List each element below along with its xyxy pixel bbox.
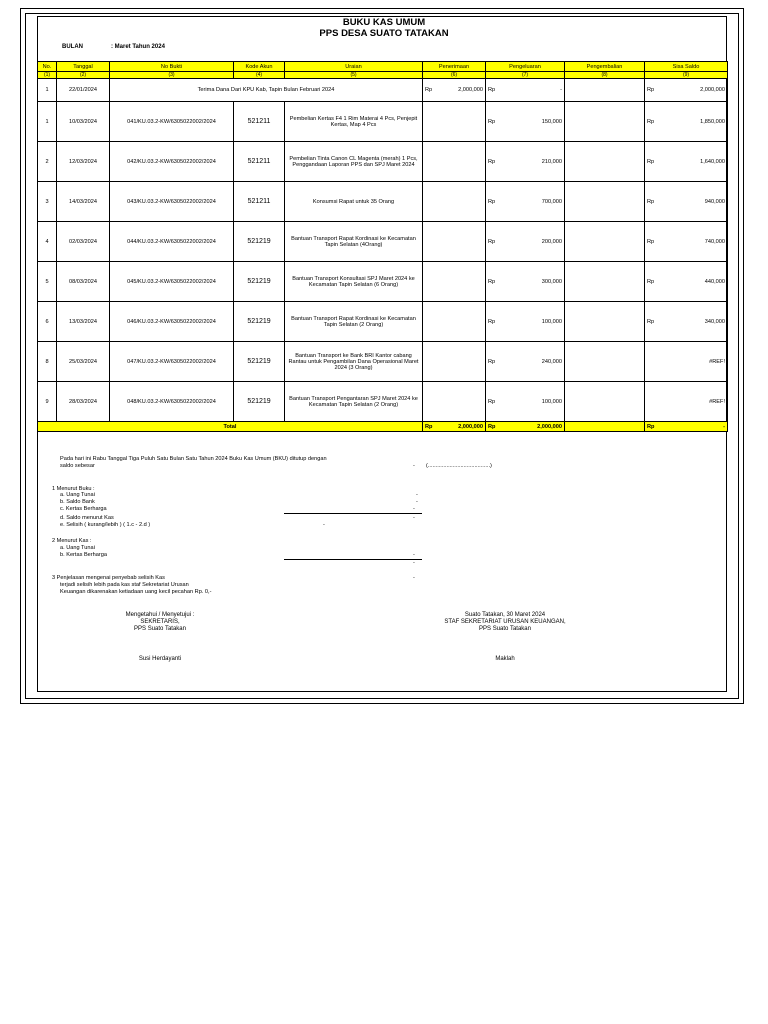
cell-no: 5 xyxy=(38,262,57,302)
cell-pengembalian xyxy=(565,182,645,222)
cell-pengeluaran xyxy=(486,222,565,262)
amount: 150,000 xyxy=(541,118,562,125)
rp-label: Rp xyxy=(488,398,496,405)
header-number: (1) xyxy=(38,72,57,79)
menurut-buku-value: - xyxy=(413,506,415,512)
amount: 100,000 xyxy=(541,318,562,325)
document-title: BUKU KAS UMUM xyxy=(342,17,426,28)
cell-no-bukti: 047/KU.03.2-KW/6305022002/2024 xyxy=(110,342,234,382)
cell-tanggal: 14/03/2024 xyxy=(57,182,110,222)
menurut-kas-value: - xyxy=(413,552,415,558)
cell-tanggal: 13/03/2024 xyxy=(57,302,110,342)
menurut-buku-value: - xyxy=(416,499,418,505)
cell-no: 4 xyxy=(38,222,57,262)
total-pengeluaran xyxy=(486,422,565,432)
cell-kode-akun: 521211 xyxy=(234,102,285,142)
header-number: (9) xyxy=(645,72,728,79)
table-header-row xyxy=(38,62,728,72)
header-number: (6) xyxy=(423,72,486,79)
underline xyxy=(284,513,422,514)
bku-table xyxy=(37,61,728,432)
rp-label: Rp xyxy=(488,158,496,165)
amount: - xyxy=(723,423,725,430)
cell-penerimaan xyxy=(423,182,486,222)
menurut-kas-heading: 2 Menurut Kas : xyxy=(52,538,92,544)
cell-tanggal: 22/01/2024 xyxy=(57,79,110,102)
cell-sisa-saldo xyxy=(645,79,728,102)
penjelasan-line-3: Keuangan dikarenakan ketiadaan uang kecil pecahan Rp. 0,- xyxy=(60,589,212,595)
cell-kode-akun: 521219 xyxy=(234,222,285,262)
header-pengeluaran: Pengeluaran xyxy=(486,62,565,72)
cell-penerimaan xyxy=(423,142,486,182)
cell-uraian: Bantuan Transport Rapat Kordinasi ke Kecamatan Tapin Selatan (4Orang) xyxy=(285,222,423,262)
cell-penerimaan xyxy=(423,342,486,382)
rp-label: Rp xyxy=(425,87,433,93)
cell-no: 9 xyxy=(38,382,57,422)
menurut-buku-item: a. Uang Tunai xyxy=(60,492,95,498)
header-no-bukti: No Bukti xyxy=(110,62,234,72)
cell-pengembalian xyxy=(565,79,645,102)
total-pengembalian xyxy=(565,422,645,432)
cell-sisa-saldo xyxy=(645,262,728,302)
cell-penerimaan xyxy=(423,79,486,102)
rp-label: Rp xyxy=(647,278,655,285)
penjelasan-line-1: 3 Penjelasan mengenai penyebab selisih Kas xyxy=(52,575,165,581)
underline xyxy=(284,559,422,560)
cell-tanggal: 12/03/2024 xyxy=(57,142,110,182)
cell-pengembalian xyxy=(565,142,645,182)
rp-label: Rp xyxy=(488,87,496,93)
rp-label: Rp xyxy=(647,158,655,165)
cell-no-bukti: 044/KU.03.2-KW/6305022002/2024 xyxy=(110,222,234,262)
menurut-buku-item: e. Selisih ( kurang/lebih ) ( 1.c - 2.d ) xyxy=(60,522,151,528)
amount: 1,850,000 xyxy=(700,118,725,125)
bulan-label: BULAN xyxy=(62,44,83,50)
header-no: No. xyxy=(38,62,57,72)
cell-pengembalian xyxy=(565,342,645,382)
cell-sisa-saldo xyxy=(645,302,728,342)
rp-label: Rp xyxy=(647,318,655,325)
header-penerimaan: Penerimaan xyxy=(423,62,486,72)
signature-left xyxy=(100,612,220,632)
cell-uraian: Konsumsi Rapat untuk 35 Orang xyxy=(285,182,423,222)
header-number: (3) xyxy=(110,72,234,79)
amount: 740,000 xyxy=(704,238,725,245)
total-label: Total xyxy=(38,422,423,432)
cell-penerimaan xyxy=(423,222,486,262)
signature-left-line-1: Mengetahui / Menyetujui : xyxy=(125,612,195,618)
cell-penerimaan xyxy=(423,382,486,422)
menurut-buku-heading: 1 Menurut Buku : xyxy=(52,486,95,492)
cell-sisa-saldo xyxy=(645,382,728,422)
table-row xyxy=(38,142,728,182)
table-row xyxy=(38,302,728,342)
table-row xyxy=(38,382,728,422)
amount: 700,000 xyxy=(541,198,562,205)
cell-kode-akun: 521219 xyxy=(234,342,285,382)
cell-kode-akun: 521211 xyxy=(234,142,285,182)
table-row xyxy=(38,262,728,302)
rp-label: Rp xyxy=(425,423,433,430)
menurut-buku-value: - xyxy=(323,522,325,528)
rp-label: Rp xyxy=(488,318,496,325)
cell-tanggal: 25/03/2024 xyxy=(57,342,110,382)
amount: 300,000 xyxy=(541,278,562,285)
header-pengembalian: Pengembalian xyxy=(565,62,645,72)
amount: 440,000 xyxy=(704,278,725,285)
cell-uraian: Pembelian Tinta Canon CL Magenta (merah) 1 Pcs, Penggandaan Laporan PPS dan SPJ Maret 2024 xyxy=(285,142,423,182)
cell-pengembalian xyxy=(565,222,645,262)
cell-no: 3 xyxy=(38,182,57,222)
rp-label: Rp xyxy=(488,423,496,430)
table-row-opening xyxy=(38,79,728,102)
signature-right-line-1: Suato Tatakan, 30 Maret 2024 xyxy=(464,612,546,618)
amount: 1,640,000 xyxy=(700,158,725,165)
header-kode-akun: Kode Akun xyxy=(234,62,285,72)
amount: 2,000,000 xyxy=(458,423,483,430)
cell-penerimaan xyxy=(423,262,486,302)
amount: 200,000 xyxy=(541,238,562,245)
cell-no: 1 xyxy=(38,102,57,142)
cell-uraian: Pembelian Kertas F4 1 Rim Materai 4 Pcs, Penjepit Kertas, Map 4 Pcs xyxy=(285,102,423,142)
cell-tanggal: 28/03/2024 xyxy=(57,382,110,422)
rp-label: Rp xyxy=(488,198,496,205)
signature-right-line-2: STAF SEKRETARIAT URUSAN KEUANGAN, xyxy=(444,618,566,625)
table-row xyxy=(38,222,728,262)
cell-pengeluaran xyxy=(486,102,565,142)
penjelasan-line-2: terjadi selisih lebih pada kas staf Sekretariat Urusan xyxy=(60,582,189,588)
cell-no-bukti: 045/KU.03.2-KW/6305022002/2024 xyxy=(110,262,234,302)
signature-right-name: Maklah xyxy=(495,656,515,662)
menurut-buku-value: - xyxy=(413,515,415,521)
cell-uraian: Terima Dana Dari KPU Kab, Tapin Bulan Februari 2024 xyxy=(110,79,423,102)
header-number: (4) xyxy=(234,72,285,79)
menurut-kas-item: a. Uang Tunai xyxy=(60,545,95,551)
table-header-numbers xyxy=(38,72,728,79)
header-sisa-saldo: Sisa Saldo xyxy=(645,62,728,72)
total-penerimaan xyxy=(423,422,486,432)
cell-no: 2 xyxy=(38,142,57,182)
cell-sisa-saldo xyxy=(645,342,728,382)
header-tanggal: Tanggal xyxy=(57,62,110,72)
amount: 210,000 xyxy=(541,158,562,165)
header-number: (8) xyxy=(565,72,645,79)
table-row xyxy=(38,182,728,222)
cell-pengeluaran xyxy=(486,382,565,422)
cell-uraian: Bantuan Transport Konsultasi SPJ Maret 2024 ke Kecamatan Tapin Selatan (6 Orang) xyxy=(285,262,423,302)
cell-pengeluaran xyxy=(486,342,565,382)
menurut-buku-value: - xyxy=(416,492,418,498)
cell-kode-akun: 521219 xyxy=(234,262,285,302)
cell-pengembalian xyxy=(565,382,645,422)
table-row xyxy=(38,342,728,382)
cell-kode-akun: 521211 xyxy=(234,182,285,222)
closing-line-2: saldo sebesar xyxy=(60,463,95,469)
signature-left-name: Susi Herdayanti xyxy=(138,656,182,662)
amount: #REF! xyxy=(709,358,725,365)
header-uraian: Uraian xyxy=(285,62,423,72)
cell-sisa-saldo xyxy=(645,142,728,182)
rp-label: Rp xyxy=(647,118,655,125)
amount: 2,000,000 xyxy=(700,87,725,93)
cell-penerimaan xyxy=(423,102,486,142)
amount: - xyxy=(560,87,562,93)
amount: #REF! xyxy=(709,398,725,405)
rp-label: Rp xyxy=(647,198,655,205)
rp-label: Rp xyxy=(647,423,655,430)
menurut-kas-item: b. Kertas Berharga xyxy=(60,552,107,558)
cell-no-bukti: 043/KU.03.2-KW/6305022002/2024 xyxy=(110,182,234,222)
cell-no-bukti: 041/KU.03.2-KW/6305022002/2024 xyxy=(110,102,234,142)
amount: 940,000 xyxy=(704,198,725,205)
cell-uraian: Bantuan Transport Rapat Kordinasi ke Kecamatan Tapin Selatan (2 Orang) xyxy=(285,302,423,342)
penjelasan-value: - xyxy=(413,575,415,581)
cell-sisa-saldo xyxy=(645,222,728,262)
total-sisa-saldo xyxy=(645,422,728,432)
cell-no-bukti: 046/KU.03.2-KW/6305022002/2024 xyxy=(110,302,234,342)
closing-amount-blank: (........................................) xyxy=(426,463,492,469)
header-number: (7) xyxy=(486,72,565,79)
amount: 240,000 xyxy=(541,358,562,365)
signature-right xyxy=(425,612,585,632)
menurut-buku-item: c. Kertas Berharga xyxy=(60,506,107,512)
signature-right-line-3: PPS Suato Tatakan xyxy=(479,625,531,632)
closing-dash: - xyxy=(413,463,415,469)
amount: 2,000,000 xyxy=(537,423,562,430)
cell-no: 6 xyxy=(38,302,57,342)
cell-pengembalian xyxy=(565,262,645,302)
document-subtitle: PPS DESA SUATO TATAKAN xyxy=(319,28,449,39)
signature-left-line-3: PPS Suato Tatakan xyxy=(134,625,186,632)
cell-pengeluaran xyxy=(486,79,565,102)
cell-uraian: Bantuan Transport Pengantaran SPJ Maret 2024 ke Kecamatan Tapin Selatan (2 Orang) xyxy=(285,382,423,422)
rp-label: Rp xyxy=(647,87,655,93)
header-number: (2) xyxy=(57,72,110,79)
menurut-buku-item: d. Saldo menurut Kas xyxy=(60,515,114,521)
cell-pengeluaran xyxy=(486,262,565,302)
cell-tanggal: 10/03/2024 xyxy=(57,102,110,142)
table-row xyxy=(38,102,728,142)
cell-tanggal: 02/03/2024 xyxy=(57,222,110,262)
cell-kode-akun: 521219 xyxy=(234,382,285,422)
closing-line-1: Pada hari ini Rabu Tanggal Tiga Puluh Satu Bulan Satu Tahun 2024 Buku Kas Umum (BKU) ditutup dengan xyxy=(60,456,327,462)
header-number: (5) xyxy=(285,72,423,79)
table-total-row xyxy=(38,422,728,432)
cell-sisa-saldo xyxy=(645,102,728,142)
signature-left-line-2: SEKRETARIS, xyxy=(140,618,180,625)
rp-label: Rp xyxy=(488,278,496,285)
cell-uraian: Bantuan Transport ke Bank BRI Kantor cabang Rantau untuk Pengambilan Dana Operasional Maret 2024 (3 Orang) xyxy=(285,342,423,382)
amount: 2,000,000 xyxy=(458,87,483,93)
cell-no-bukti: 042/KU.03.2-KW/6305022002/2024 xyxy=(110,142,234,182)
cell-tanggal: 08/03/2024 xyxy=(57,262,110,302)
rp-label: Rp xyxy=(488,118,496,125)
cell-pengeluaran xyxy=(486,302,565,342)
cell-kode-akun: 521219 xyxy=(234,302,285,342)
cell-pengeluaran xyxy=(486,182,565,222)
amount: 100,000 xyxy=(541,398,562,405)
bulan-value: : Maret Tahun 2024 xyxy=(111,44,165,50)
cell-pengembalian xyxy=(565,102,645,142)
cell-no-bukti: 048/KU.03.2-KW/6305022002/2024 xyxy=(110,382,234,422)
amount: 340,000 xyxy=(704,318,725,325)
cell-sisa-saldo xyxy=(645,182,728,222)
cell-penerimaan xyxy=(423,302,486,342)
cell-pengeluaran xyxy=(486,142,565,182)
cell-no: 1 xyxy=(38,79,57,102)
menurut-buku-item: b. Saldo Bank xyxy=(60,499,95,505)
cell-pengembalian xyxy=(565,302,645,342)
rp-label: Rp xyxy=(488,238,496,245)
rp-label: Rp xyxy=(488,358,496,365)
menurut-kas-subtotal: - xyxy=(413,560,415,566)
cell-no: 8 xyxy=(38,342,57,382)
rp-label: Rp xyxy=(647,238,655,245)
